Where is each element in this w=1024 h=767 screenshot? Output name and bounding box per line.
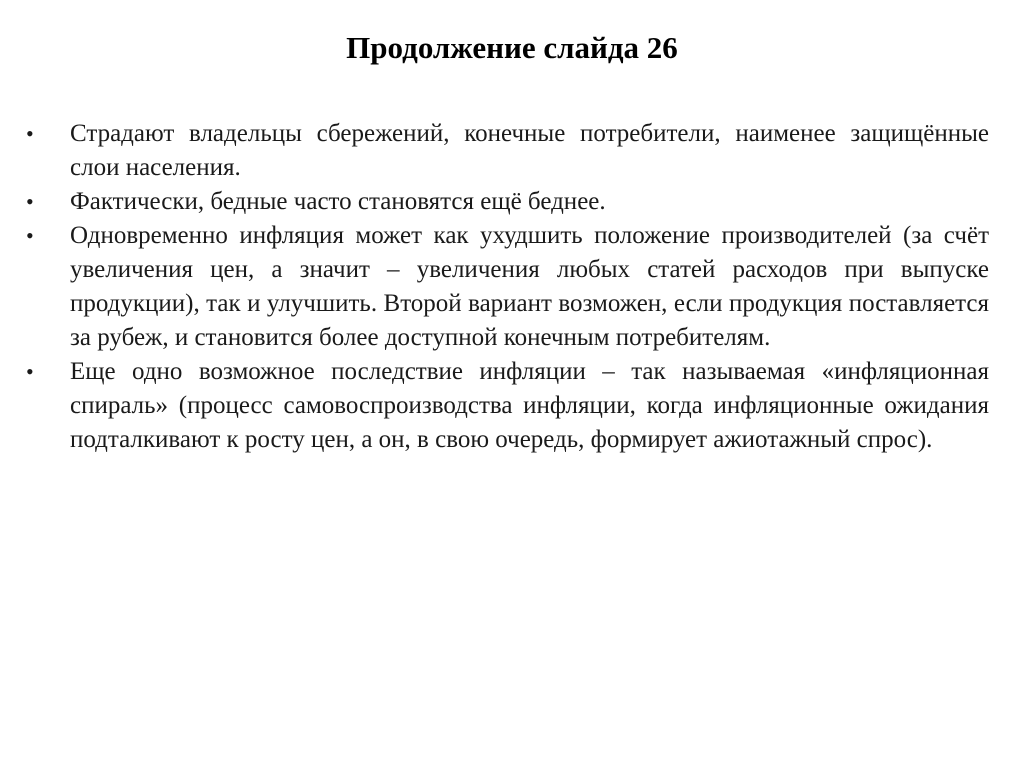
slide-title: Продолжение слайда 26 — [346, 30, 678, 65]
bullet-text: Еще одно возможное последствие инфляции – так называемая «инфляционная спираль» (процесс самовоспроизводства инфляции, когда инфляционные ожидания подталкивают к росту цен, а он, в свою очередь, формирует ажиотажный спрос). — [70, 358, 989, 453]
bullet-item — [26, 219, 989, 355]
bullet-item — [26, 185, 989, 219]
bullet-marker: • — [26, 223, 34, 248]
bullet-text: Фактически, бедные часто становятся ещё беднее. — [70, 188, 606, 215]
bullet-item — [26, 355, 989, 457]
bullet-marker: • — [26, 121, 34, 146]
bullet-marker: • — [26, 359, 34, 384]
bullet-text: Страдают владельцы сбережений, конечные потребители, наименее защищённые слои населения. — [70, 120, 989, 181]
bullet-text: Одновременно инфляция может как ухудшить положение производителей (за счёт увеличения цен, а значит – увеличения любых статей расходов при выпуске продукции), так и улучшить. Второй вариант возможен, если продукция поставляется за рубеж, и становится более доступной конечным потребителям. — [70, 222, 989, 351]
bullet-item — [26, 117, 989, 185]
bullet-list — [26, 117, 989, 457]
bullet-marker: • — [26, 189, 34, 214]
